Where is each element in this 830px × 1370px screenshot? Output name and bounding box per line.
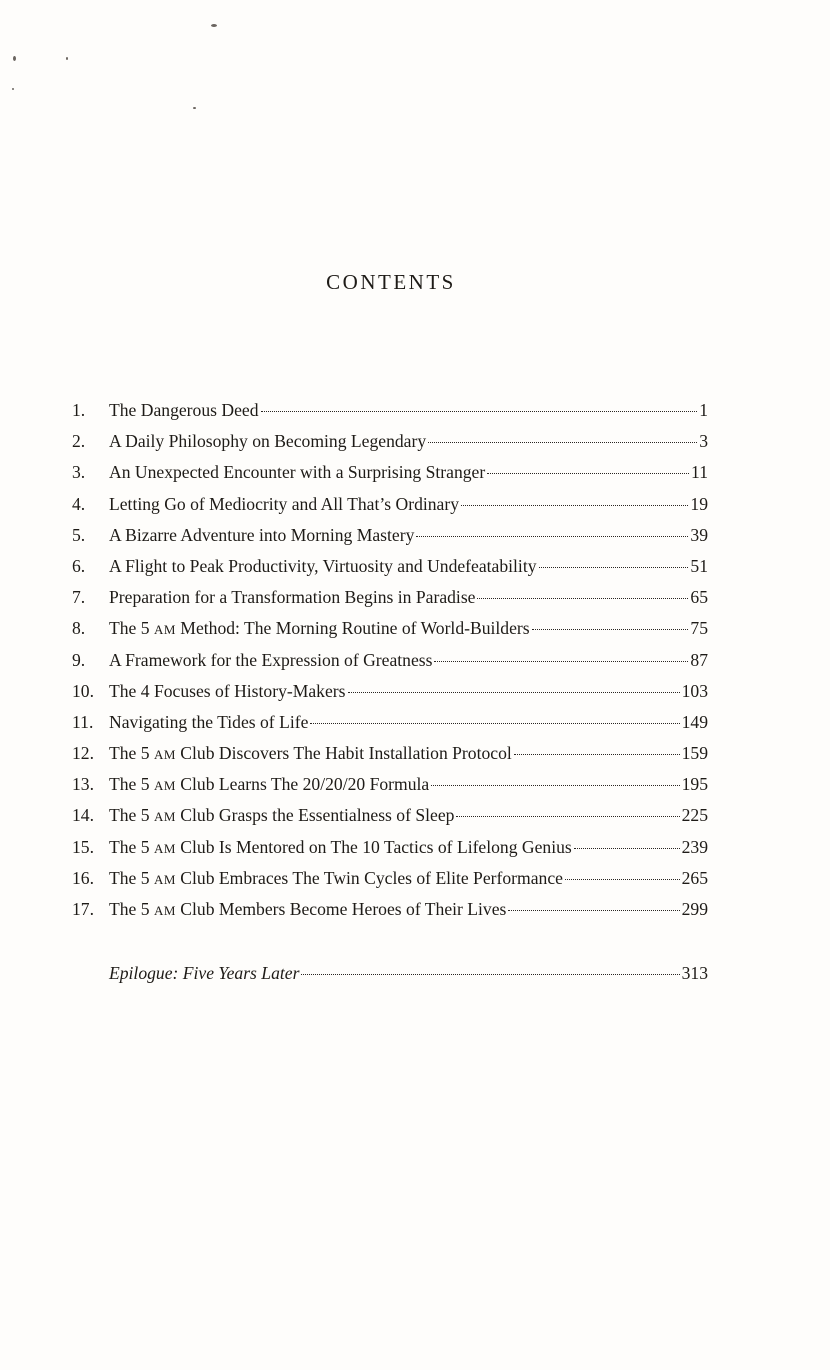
toc-entry[interactable] [72,457,708,488]
dot-leader [431,784,679,786]
entry-number: 9. [72,649,86,670]
entry-page-number: 239 [681,836,708,857]
entry-number: 16. [72,867,94,888]
entry-title [109,832,572,864]
paper-speck [12,88,14,90]
entry-page-number: 75 [690,618,708,639]
dot-leader [310,722,679,724]
dot-leader [434,660,688,662]
entry-page-number: 299 [681,899,708,919]
entry-title [109,738,512,770]
entry-title [109,894,506,926]
entry-title [109,800,454,832]
dot-leader [461,504,688,506]
dot-leader [508,909,679,911]
entry-number: 15. [72,836,94,857]
entry-title-small-caps: AM [153,778,176,794]
entry-title [109,769,429,801]
entry-page-number: 313 [681,963,708,983]
entry-title: Navigating the Tides of Life [109,711,309,732]
dot-leader [428,441,697,443]
entry-title-prefix: The 5 [109,836,154,857]
entry-title-prefix: The 5 [109,774,154,795]
entry-number: 8. [72,618,86,639]
toc-list [72,395,708,925]
toc-entry[interactable] [72,707,708,738]
entry-title-suffix: Club Embraces The Twin Cycles of Elite Performance [175,867,563,888]
entry-page-number: 87 [690,649,708,670]
entry-title-suffix: Club Grasps the Essentialness of Sleep [175,805,455,826]
toc-entry[interactable] [72,863,708,894]
entry-title: Epilogue: Five Years Later [109,963,300,983]
dot-leader [348,691,680,693]
toc-entry[interactable] [72,426,708,457]
dot-leader [477,597,688,599]
toc-entry[interactable] [72,551,708,582]
entry-title-small-caps: AM [153,903,176,918]
entry-title-small-caps: AM [153,809,176,825]
entry-title-prefix: The 5 [109,618,154,639]
entry-page-number: 19 [690,493,708,514]
entry-title-suffix: Club Discovers The Habit Installation Protocol [175,743,512,764]
entry-title: A Daily Philosophy on Becoming Legendary [109,431,427,452]
entry-title [109,613,530,645]
dot-leader [416,535,688,537]
entry-title-small-caps: AM [153,747,176,763]
entry-page-number: 3 [699,431,708,452]
entry-title-suffix: Club Is Mentored on The 10 Tactics of Lifelong Genius [175,836,572,857]
toc-entry[interactable] [72,676,708,707]
entry-title-suffix: Club Members Become Heroes of Their Lives [175,899,507,919]
entry-number: 1. [72,400,86,420]
entry-page-number: 51 [690,555,708,576]
entry-title-prefix: The 5 [109,899,154,919]
toc-entry[interactable] [72,894,708,925]
entry-title: A Bizarre Adventure into Morning Mastery [109,524,415,545]
dot-leader [514,753,680,755]
entry-title: The Dangerous Deed [109,400,259,420]
entry-number: 4. [72,493,86,514]
entry-title-prefix: The 5 [109,743,154,764]
entry-title-suffix: Method: The Morning Routine of World-Builders [175,618,530,639]
entry-page-number: 159 [681,743,708,764]
entry-page-number: 11 [691,462,708,483]
entry-title-small-caps: AM [153,622,176,638]
toc-entry[interactable] [72,582,708,613]
toc-entry[interactable] [72,832,708,863]
entry-title: A Framework for the Expression of Greatness [109,649,433,670]
entry-number: 2. [72,431,86,452]
dot-leader [301,973,679,975]
entry-title: The 4 Focuses of History-Makers [109,680,346,701]
entry-number: 3. [72,462,86,483]
toc-entry[interactable] [72,520,708,551]
entry-number: 13. [72,774,94,795]
entry-page-number: 265 [681,867,708,888]
entry-title-prefix: The 5 [109,805,154,826]
toc-entry[interactable] [72,800,708,831]
toc-entry[interactable] [72,489,708,520]
entry-number: 11. [72,711,94,732]
entry-page-number: 149 [681,711,708,732]
dot-leader [261,410,698,412]
entry-title [109,863,563,895]
entry-number: 6. [72,555,86,576]
contents-heading: CONTENTS [326,270,456,294]
toc-entry[interactable] [72,395,708,426]
entry-title-small-caps: AM [153,840,176,856]
entry-title: An Unexpected Encounter with a Surprising Stranger [109,462,486,483]
toc-entry[interactable] [72,738,708,769]
paper-speck [211,24,217,27]
toc-entry[interactable] [72,769,708,800]
entry-number: 14. [72,805,94,826]
toc-entry[interactable] [72,613,708,644]
entry-page-number: 103 [681,680,708,701]
entry-page-number: 225 [681,805,708,826]
entry-title-small-caps: AM [153,871,176,887]
paper-speck [66,57,68,60]
entry-title: A Flight to Peak Productivity, Virtuosity and Undefeatability [109,555,537,576]
dot-leader [565,878,680,880]
entry-title: Letting Go of Mediocrity and All That’s Ordinary [109,493,460,514]
entry-page-number: 39 [690,524,708,545]
entry-number: 5. [72,524,86,545]
entry-title-suffix: Club Learns The 20/20/20 Formula [175,774,430,795]
dot-leader [539,566,689,568]
entry-title: Preparation for a Transformation Begins in Paradise [109,587,476,608]
toc-entry-epilogue[interactable] [109,958,708,989]
entry-page-number: 195 [681,774,708,795]
paper-speck [13,56,16,61]
entry-number: 17. [72,899,94,919]
toc-entry[interactable] [72,645,708,676]
paper-speck [193,107,196,109]
entry-number: 10. [72,680,94,701]
dot-leader [487,472,689,474]
entry-title-prefix: The 5 [109,867,154,888]
entry-number: 12. [72,743,94,764]
entry-page-number: 1 [699,400,708,420]
dot-leader [574,847,680,849]
dot-leader [456,815,679,817]
dot-leader [532,628,689,630]
entry-number: 7. [72,587,86,608]
entry-page-number: 65 [690,587,708,608]
